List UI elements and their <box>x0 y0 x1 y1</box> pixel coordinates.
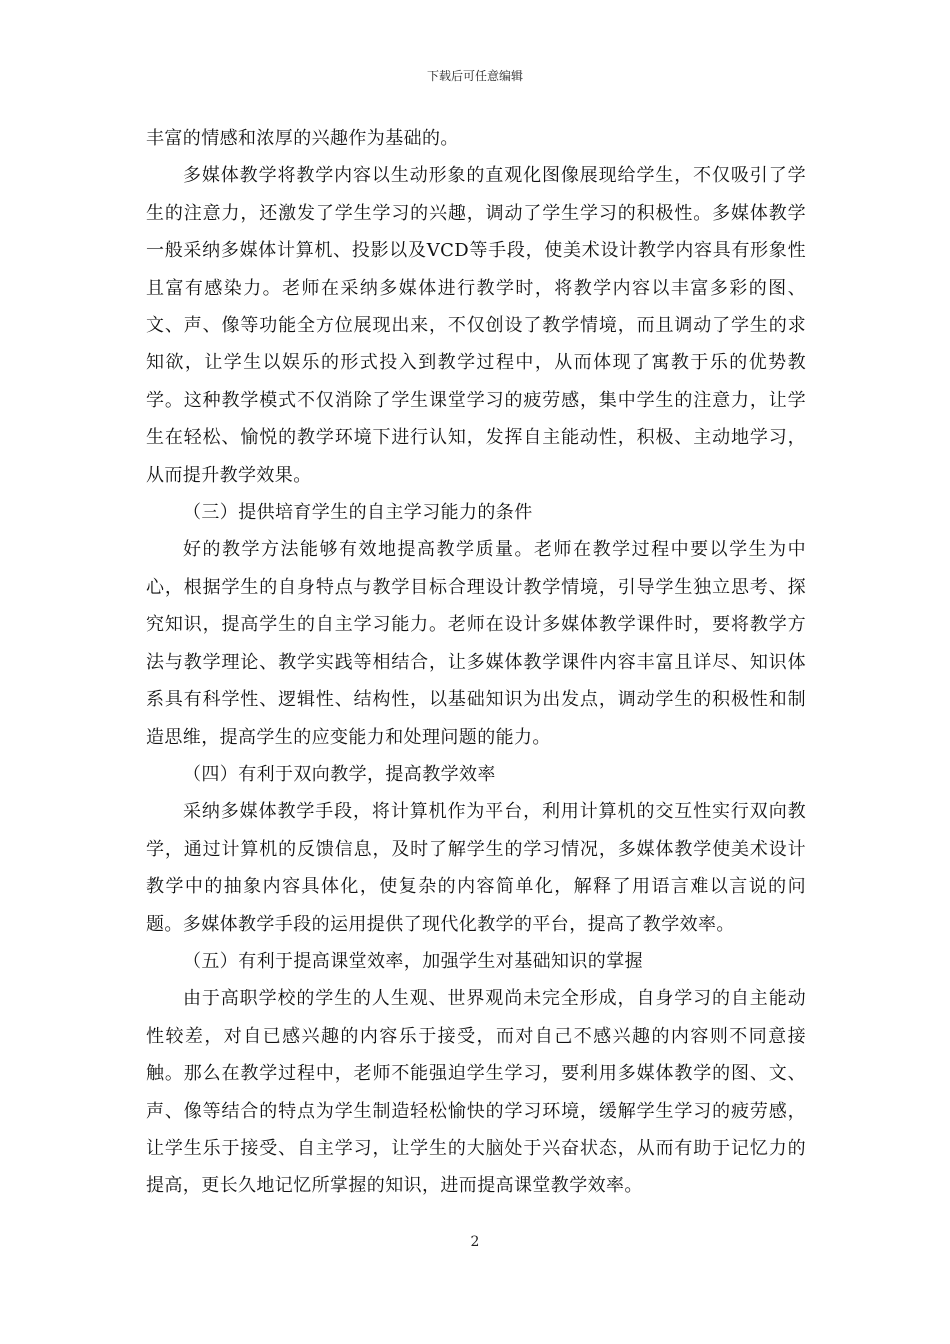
paragraph-classroom-efficiency: 由于高职学校的学生的人生观、世界观尚未完全形成，自身学习的自主能动性较差，对自已感兴趣的内容乐于接受，而对自己不感兴趣的内容则不同意接触。那么在教学过程中，老师不能强迫学生学习，要利用多媒体教学的图、文、声、像等结合的特点为学生制造轻松愉快的学习环境，缓解学生学习的疲劳感，让学生乐于接受、自主学习，让学生的大脑处于兴奋状态，从而有助于记忆力的提高，更长久地记忆所掌握的知识，进而提高课堂教学效率。 <box>146 988 806 1197</box>
section-heading-5: （五）有利于提高课堂效率，加强学生对基础知识的掌握 <box>183 950 643 972</box>
paragraph-autonomous-learning: 好的教学方法能够有效地提高教学质量。老师在教学过程中要以学生为中心，根据学生的自身特点与教学目标合理设计教学情境，引导学生独立思考、探究知识，提高学生的自主学习能力。老师在设计多媒体教学课件时，要将教学方法与教学理论、教学实践等相结合，让多媒体教学课件内容丰富且详尽、知识体系具有科学性、逻辑性、结构性，以基础知识为出发点，调动学生的积极性和制造思维，提高学生的应变能力和处理问题的能力。 <box>146 539 806 748</box>
paragraph-continuation: 丰富的情感和浓厚的兴趣作为基础的。 <box>146 128 459 149</box>
section-heading-3: （三）提供培育学生的自主学习能力的条件 <box>183 502 533 524</box>
section-heading-4: （四）有利于双向教学，提高教学效率 <box>183 763 496 785</box>
paragraph-two-way-teaching: 采纳多媒体教学手段，将计算机作为平台，利用计算机的交互性实行双向教学，通过计算机的反馈信息，及时了解学生的学习情况，多媒体教学使美术设计教学中的抽象内容具体化，使复杂的内容简单化，解释了用语言难以言说的问题。多媒体教学手段的运用提供了现代化教学的平台，提高了教学效率。 <box>146 801 806 935</box>
paragraph-multimedia-teaching: 多媒体教学将教学内容以生动形象的直观化图像展现给学生，不仅吸引了学生的注意力，还激发了学生学习的兴趣，调动了学生学习的积极性。多媒体教学一般采纳多媒体计算机、投影以及VCD等手段，使美术设计教学内容具有形象性且富有感染力。老师在采纳多媒体进行教学时，将教学内容以丰富多彩的图、文、声、像等功能全方位展现出来，不仅创设了教学情境，而且调动了学生的求知欲，让学生以娱乐的形式投入到教学过程中，从而体现了寓教于乐的优势教学。这种教学模式不仅消除了学生课堂学习的疲劳感，集中学生的注意力，让学生在轻松、愉悦的教学环境下进行认知，发挥自主能动性，积极、主动地学习，从而提升教学效果。 <box>146 165 806 486</box>
document-body <box>146 120 806 1205</box>
page-header: 下载后可任意编辑 <box>426 69 523 83</box>
page-number: 2 <box>470 1234 480 1250</box>
